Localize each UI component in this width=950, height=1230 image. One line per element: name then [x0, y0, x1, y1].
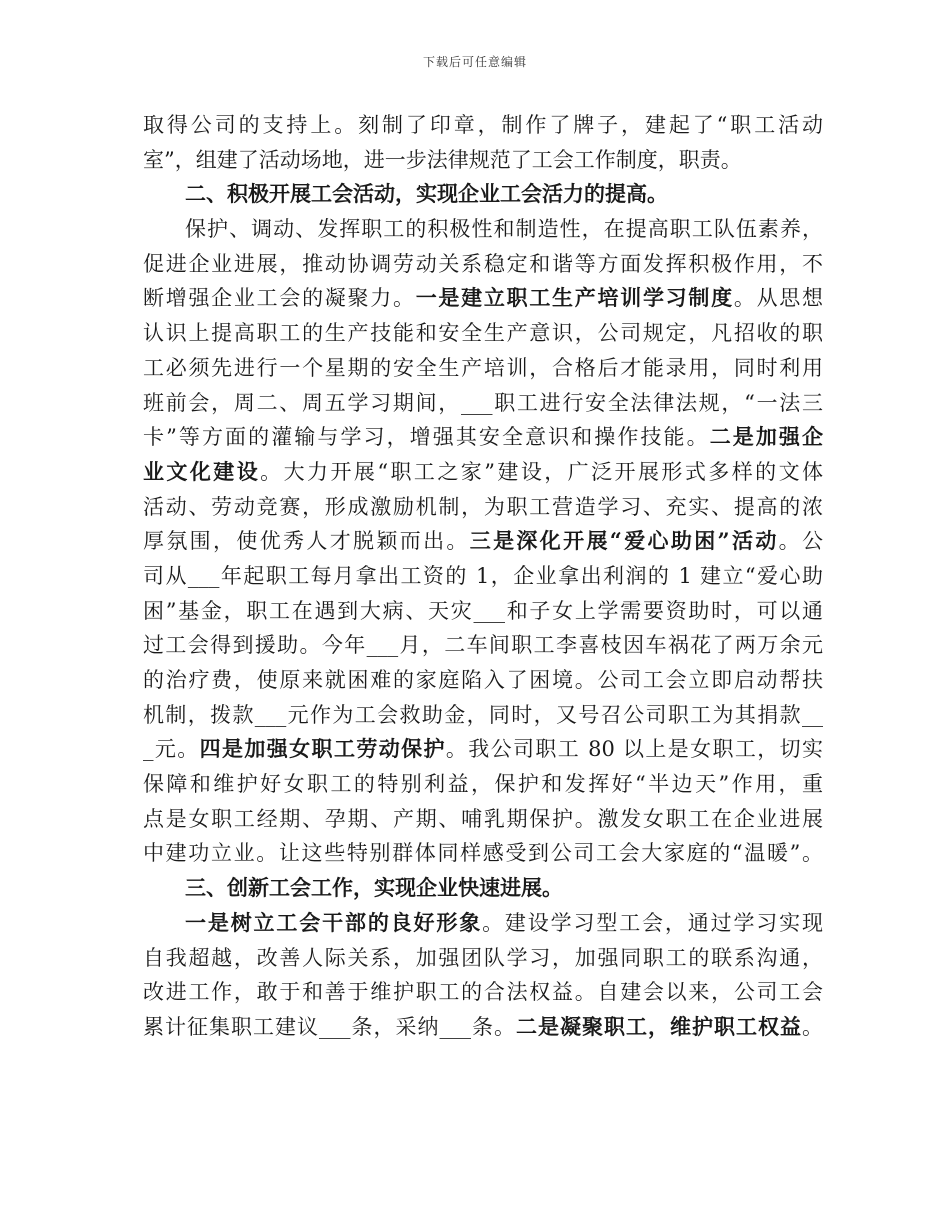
text-segment: 的治疗费，使原来就困难的家庭陷入了困境。公司工会立即启动帮扶 [143, 668, 823, 692]
text-segment: 活动、劳动竞赛，形成激励机制，为职工营造学习、充实、提高的浓 [143, 494, 823, 519]
text-segment: 断增强企业工会的凝聚力。 [143, 286, 416, 311]
text-segment: 点是女职工经期、孕期、产期、哺乳期保护。激发女职工在企业进展 [143, 806, 823, 831]
text-line [143, 941, 823, 976]
text-segment: 工必须先进行一个星期的安全生产培训，合格后才能录用，同时利用 [143, 355, 823, 380]
text-line [143, 698, 823, 733]
text-segment: 厚氛围，使优秀人才脱颖而出。 [143, 529, 470, 554]
text-segment: 。我公司职工 80 以上是女职工，切实 [445, 737, 824, 762]
text-line [143, 143, 823, 178]
text-line [143, 1010, 823, 1045]
text-segment: 保护、调动、发挥职工的积极性和制造性，在提高职工队伍素养， [185, 217, 823, 242]
text-line [143, 108, 823, 143]
text-segment: 室”，组建了活动场地，进一步法律规范了工会工作制度，职责。 [143, 147, 742, 172]
text-line [143, 281, 823, 316]
text-line [143, 836, 823, 871]
text-line [143, 594, 823, 629]
text-line [143, 975, 823, 1010]
page-header: 下载后可任意编辑 [422, 55, 527, 69]
bold-text-segment: 三是深化开展“爱心助困”活动 [469, 528, 779, 554]
text-line [143, 247, 823, 282]
text-line [143, 316, 823, 351]
text-segment: 。建设学习型工会，通过学习实现 [482, 910, 824, 935]
text-segment: 保障和维护好女职工的特别利益，保护和发挥好“半边天”作用，重 [143, 772, 823, 797]
text-segment: 取得公司的支持上。刻制了印章，制作了牌子，建起了“职工活动 [143, 113, 823, 137]
text-line [143, 212, 823, 247]
text-segment: 。 [802, 1014, 823, 1039]
bold-text-segment: 一是树立工会干部的良好形象 [185, 909, 483, 935]
text-line [143, 732, 823, 767]
text-segment: 班前会，周二、周五学习期间，___职工进行安全法律法规，“一法三 [143, 390, 823, 415]
text-segment: 。从思想 [733, 286, 824, 311]
text-segment: 促进企业进展，推动协调劳动关系稳定和谐等方面发挥积极作用，不 [143, 251, 823, 276]
text-segment: 改进工作，敢于和善于维护职工的合法权益。自建会以来，公司工会 [143, 980, 823, 1005]
text-line [143, 386, 823, 421]
text-line [143, 351, 823, 386]
text-segment: 累计征集职工建议___条，采纳___条。 [143, 1014, 516, 1039]
text-segment: 机制，拨款___元作为工会救助金，同时，又号召公司职工为其捐款__ [143, 702, 823, 727]
text-segment: 困”基金，职工在遇到大病、天灾___和子女上学需要资助时，可以通 [143, 598, 823, 623]
text-segment: 。公 [778, 529, 823, 554]
bold-text-segment: 一是建立职工生产培训学习制度 [415, 285, 734, 311]
text-segment: 自我超越，改善人际关系，加强团队学习，加强同职工的联系沟通， [143, 945, 823, 970]
text-line [143, 177, 823, 212]
document-body [143, 108, 823, 1045]
text-segment: 认识上提高职工的生产技能和安全生产意识，公司规定，凡招收的职 [143, 321, 823, 346]
text-line [143, 871, 823, 906]
text-line [143, 802, 823, 837]
bold-text-segment: 二是加强企 [709, 424, 823, 450]
text-line [143, 628, 823, 663]
text-line [143, 455, 823, 490]
text-line [143, 490, 823, 525]
text-segment: 。大力开展“职工之家”建设，广泛开展形式多样的文体 [260, 459, 823, 484]
text-line [143, 420, 823, 455]
bold-text-segment: 二是凝聚职工，维护职工权益 [516, 1013, 802, 1039]
text-segment: 过工会得到援助。今年___月，二车间职工李喜枝因车祸花了两万余元 [143, 633, 823, 658]
text-segment: 司从___年起职工每月拿出工资的 1，企业拿出利润的 1 建立“爱心助 [143, 563, 823, 588]
text-segment: _元。 [143, 737, 200, 762]
text-line [143, 906, 823, 941]
bold-text-segment: 业文化建设 [143, 458, 261, 484]
text-line [143, 524, 823, 559]
text-line [143, 559, 823, 594]
text-line [143, 663, 823, 698]
text-segment: 中建功立业。让这些特别群体同样感受到公司工会大家庭的“温暖”。 [143, 841, 823, 866]
bold-text-segment: 四是加强女职工劳动保护 [199, 736, 446, 762]
text-line [143, 767, 823, 802]
bold-text-segment: 三、创新工会工作，实现企业快速进展。 [185, 875, 563, 901]
bold-text-segment: 二、积极开展工会活动，实现企业工会活力的提高。 [185, 181, 668, 207]
text-segment: 卡”等方面的灌输与学习，增强其安全意识和操作技能。 [143, 425, 710, 450]
